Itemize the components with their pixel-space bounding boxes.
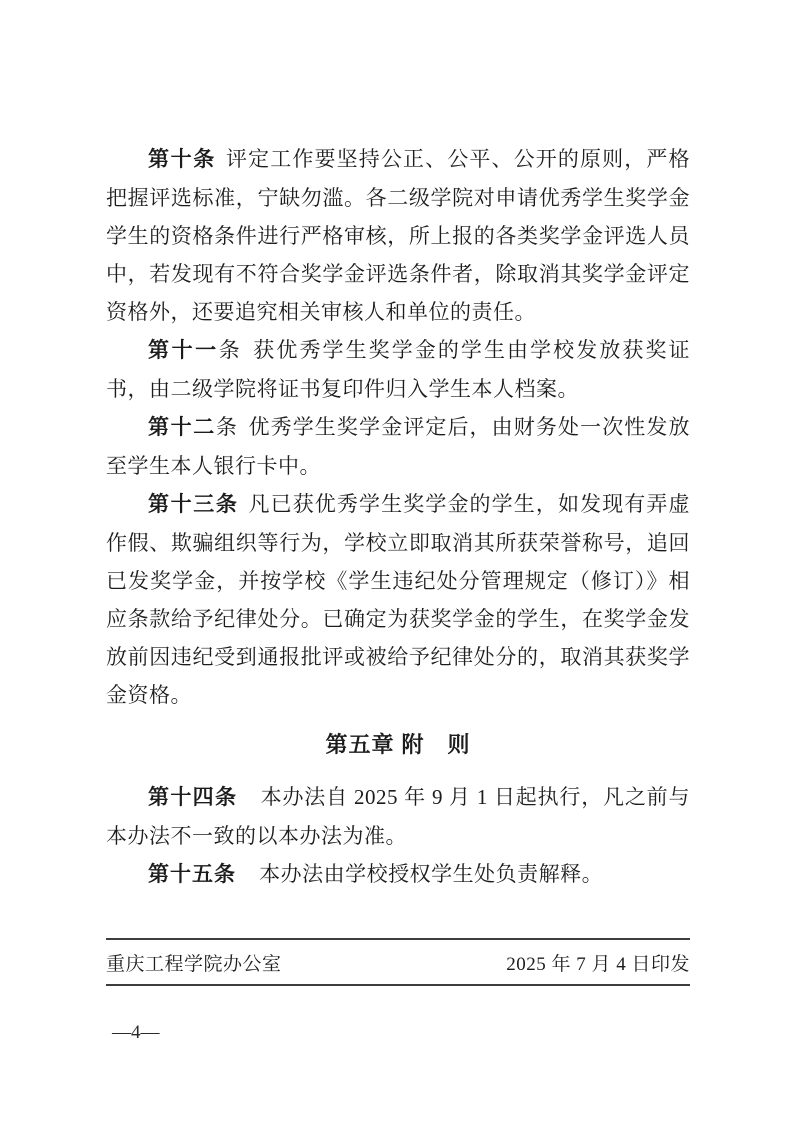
article-13-number: 第十三条 bbox=[148, 493, 239, 516]
article-10-text: 评定工作要坚持公正、公平、公开的原则，严格把握评选标准，宁缺勿滥。各二级学院对申请优秀学生奖学金学生的资格条件进行严格审核，所上报的各类奖学金评选人员中，若发现有不符合奖学金评选条件者，除取消其奖学金评定资格外，还要追究相关审核人和单位的责任。 bbox=[106, 147, 691, 324]
article-12-number: 第十二 bbox=[148, 416, 216, 439]
article-14-number: 第十四条 bbox=[148, 786, 238, 809]
article-15-text: 本办法由学校授权学生处负责解释。 bbox=[259, 862, 604, 886]
chapter-5-heading: 第五章 附 则 bbox=[325, 732, 471, 757]
footer-print-date: 2025 年 7 月 4 日印发 bbox=[506, 953, 690, 975]
article-10-number: 第十条 bbox=[148, 148, 216, 171]
article-12-paragraph: 第十二条 优秀学生奖学金评定后，由财务处一次性发放至学生本人银行卡中。 bbox=[106, 415, 691, 478]
article-14-paragraph bbox=[106, 778, 690, 855]
footer-issuer: 重庆工程学院办公室 bbox=[106, 953, 282, 975]
article-13-paragraph bbox=[106, 485, 690, 714]
article-15-number: 第十五条 bbox=[148, 863, 236, 886]
article-13-text: 凡已获优秀学生奖学金的学生，如发现有弄虚作假、欺骗组织等行为，学校立即取消其所获荣誉称号，追回已发奖学金，并按学校《学生违纪处分管理规定（修订）》相应条款给予纪律处分。已确定为获奖学金的学生，在奖学金发放前因违纪受到通报批评或被给予纪律处分的，取消其获奖学金资格。 bbox=[106, 492, 691, 707]
article-10-paragraph bbox=[106, 140, 690, 331]
page-number: —4— bbox=[112, 1022, 160, 1043]
article-11-paragraph: 第十一条 获优秀学生奖学金的学生由学校发放获奖证书，由二级学院将证书复印件归入学生本人档案。 bbox=[106, 338, 691, 401]
article-11-text: 获优秀学生奖学金的学生由学校发放获奖证书，由二级学院将证书复印件归入学生本人档案。 bbox=[106, 338, 691, 401]
article-11-number: 第十一 bbox=[148, 339, 219, 362]
document-body bbox=[106, 140, 690, 894]
article-15-paragraph bbox=[106, 855, 690, 894]
article-12-text: 优秀学生奖学金评定后，由财务处一次性发放至学生本人银行卡中。 bbox=[106, 415, 691, 478]
document-footer bbox=[106, 938, 690, 986]
article-14-text: 本办法自 2025 年 9 月 1 日起执行，凡之前与本办法不一致的以本办法为准。 bbox=[106, 785, 690, 848]
